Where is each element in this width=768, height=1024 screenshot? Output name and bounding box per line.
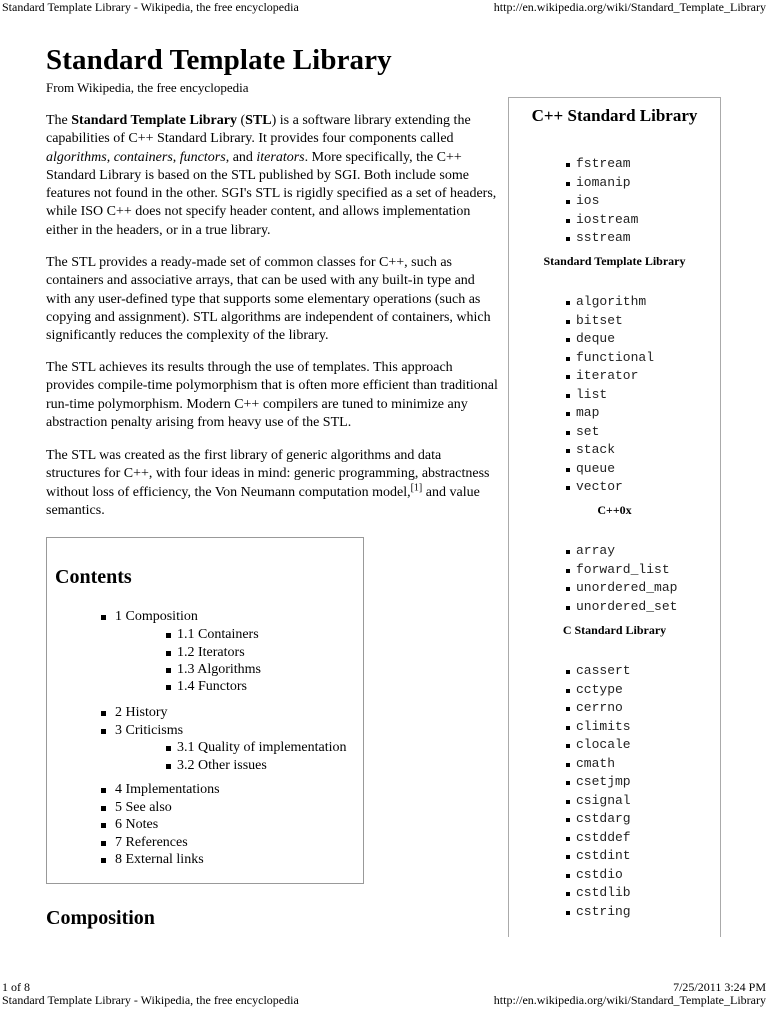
- toc-title: Contents: [55, 566, 132, 588]
- sidebar-link[interactable]: vector: [576, 479, 623, 494]
- sidebar-link[interactable]: csetjmp: [576, 774, 631, 789]
- toc-item[interactable]: 1 Composition: [115, 609, 198, 624]
- sidebar-link[interactable]: map: [576, 405, 600, 420]
- bullet-icon: [101, 806, 106, 811]
- bullet-icon: [566, 569, 570, 573]
- bullet-icon: [101, 788, 106, 793]
- sidebar-link[interactable]: clocale: [576, 737, 631, 752]
- bullet-icon: [566, 375, 570, 379]
- bullet-icon: [566, 338, 570, 342]
- intro-paragraph: The Standard Template Library (STL) is a software library extending the capabilities of C++ Standard Library. It provides four components called algorithms, containers, functors, and iterators. More specifically, the C++ Standard Library is based on the STL published by SGI. Both include some features not found in the other. SGI's STL is rigidly specified as a set of headers, while ISO C++ does not specify header content, and allows implementation either in the headers, or in a true library.: [46, 113, 497, 238]
- page-subtitle: From Wikipedia, the free encyclopedia: [46, 80, 249, 95]
- bullet-icon: [566, 219, 570, 223]
- bullet-icon: [566, 587, 570, 591]
- bullet-icon: [166, 746, 171, 751]
- bullet-icon: [566, 689, 570, 693]
- sidebar-navbox: [508, 97, 721, 937]
- print-header-url: http://en.wikipedia.org/wiki/Standard_Template_Library: [493, 0, 766, 14]
- sidebar-link[interactable]: unordered_set: [576, 598, 678, 614]
- sidebar-link[interactable]: cerrno: [576, 700, 623, 715]
- sidebar-link[interactable]: bitset: [576, 312, 623, 328]
- bullet-icon: [566, 394, 570, 398]
- bullet-icon: [566, 163, 570, 167]
- sidebar-link[interactable]: cstdlib: [576, 885, 631, 900]
- bullet-icon: [566, 781, 570, 785]
- paragraph-3: The STL achieves its results through the use of templates. This approach provides compile-time polymorphism that is often more efficient than traditional run-time polymorphism. Modern C++ compilers are tuned to minimize any abstraction penalty arising from heavy use of the STL.: [46, 360, 498, 430]
- table-of-contents: [46, 537, 364, 884]
- bullet-icon: [166, 651, 171, 656]
- sidebar-link[interactable]: functional: [576, 349, 655, 365]
- sidebar-link[interactable]: cstring: [576, 903, 631, 919]
- paragraph-4: The STL was created as the first library of generic algorithms and data structures for C++, with four ideas in mind: generic programming, abstractness without loss of efficiency, the Von Neumann computation model,[1] and value semantics.: [46, 448, 490, 518]
- sidebar-link[interactable]: sstream: [576, 230, 631, 245]
- sidebar-link[interactable]: set: [576, 423, 600, 439]
- bullet-icon: [166, 764, 171, 769]
- sidebar-link[interactable]: cstdint: [576, 848, 631, 863]
- sidebar-link[interactable]: array: [576, 543, 616, 558]
- paragraph-2: The STL provides a ready-made set of common classes for C++, such as containers and associative arrays, that can be used with any built-in type and with any user-defined type that supports some elementary operations (such as copying and assignment). STL algorithms are independent of containers, which significantly reduces the complexity of the library.: [46, 255, 491, 344]
- bullet-icon: [101, 711, 106, 716]
- toc-item[interactable]: 6 Notes: [115, 817, 159, 832]
- sidebar-link[interactable]: cassert: [576, 663, 631, 678]
- sidebar-link[interactable]: ios: [576, 193, 600, 208]
- bullet-icon: [566, 182, 570, 186]
- bullet-icon: [566, 670, 570, 674]
- bullet-icon: [566, 550, 570, 554]
- print-footer-url: http://en.wikipedia.org/wiki/Standard_Template_Library: [493, 993, 766, 1007]
- bullet-icon: [566, 468, 570, 472]
- sidebar-link[interactable]: list: [576, 386, 608, 402]
- toc-item[interactable]: 2 History: [115, 705, 168, 720]
- sidebar-link[interactable]: queue: [576, 460, 616, 476]
- bullet-icon: [566, 200, 570, 204]
- bullet-icon: [166, 685, 171, 690]
- bullet-icon: [166, 668, 171, 673]
- print-datetime: 7/25/2011 3:24 PM: [673, 980, 766, 994]
- sidebar-link[interactable]: forward_list: [576, 561, 670, 577]
- bullet-icon: [566, 606, 570, 610]
- bullet-icon: [101, 729, 106, 734]
- bullet-icon: [566, 237, 570, 241]
- sidebar-link[interactable]: cstdio: [576, 866, 623, 882]
- bullet-icon: [566, 320, 570, 324]
- bullet-icon: [101, 841, 106, 846]
- bullet-icon: [101, 858, 106, 863]
- sidebar-link[interactable]: unordered_map: [576, 580, 678, 595]
- bullet-icon: [566, 449, 570, 453]
- bullet-icon: [566, 837, 570, 841]
- toc-item[interactable]: 1.3 Algorithms: [177, 662, 262, 677]
- sidebar-group-heading[interactable]: C++0x: [597, 503, 632, 517]
- sidebar-group-heading[interactable]: Standard Template Library: [543, 254, 686, 268]
- sidebar-link[interactable]: iomanip: [576, 174, 631, 190]
- bullet-icon: [166, 633, 171, 638]
- bullet-icon: [566, 431, 570, 435]
- toc-item[interactable]: 3.2 Other issues: [177, 758, 267, 773]
- bullet-icon: [566, 818, 570, 822]
- toc-item[interactable]: 3 Criticisms: [115, 723, 184, 738]
- sidebar-link[interactable]: iterator: [576, 368, 639, 383]
- bullet-icon: [566, 726, 570, 730]
- toc-item[interactable]: 1.1 Containers: [177, 627, 259, 642]
- sidebar-link[interactable]: climits: [576, 718, 631, 734]
- toc-item[interactable]: 1.4 Functors: [177, 679, 247, 694]
- section-heading: Composition: [46, 907, 155, 929]
- toc-item[interactable]: 4 Implementations: [115, 782, 220, 797]
- sidebar-link[interactable]: algorithm: [576, 294, 647, 309]
- page-number: 1 of 8: [2, 980, 30, 994]
- toc-item[interactable]: 5 See also: [115, 800, 172, 815]
- bullet-icon: [566, 357, 570, 361]
- bullet-icon: [566, 412, 570, 416]
- toc-item[interactable]: 8 External links: [115, 852, 204, 867]
- sidebar-link[interactable]: cctype: [576, 681, 623, 697]
- bullet-icon: [566, 301, 570, 305]
- bullet-icon: [566, 874, 570, 878]
- sidebar-link[interactable]: deque: [576, 331, 616, 346]
- bullet-icon: [566, 911, 570, 915]
- sidebar-group-heading[interactable]: C Standard Library: [562, 623, 667, 637]
- sidebar-title[interactable]: C++ Standard Library: [531, 106, 698, 125]
- sidebar-link[interactable]: fstream: [576, 156, 631, 171]
- sidebar-link[interactable]: cmath: [576, 755, 616, 771]
- bullet-icon: [101, 615, 106, 620]
- bullet-icon: [566, 707, 570, 711]
- sidebar-link[interactable]: cstdarg: [576, 811, 631, 826]
- sidebar-link[interactable]: csignal: [576, 792, 631, 808]
- toc-item[interactable]: 7 References: [115, 835, 188, 850]
- toc-item[interactable]: 3.1 Quality of implementation: [177, 740, 347, 755]
- bullet-icon: [566, 892, 570, 896]
- bullet-icon: [101, 823, 106, 828]
- bullet-icon: [566, 800, 570, 804]
- print-footer-title: Standard Template Library - Wikipedia, the free encyclopedia: [2, 993, 299, 1007]
- toc-item[interactable]: 1.2 Iterators: [177, 645, 245, 660]
- page-title: Standard Template Library: [46, 44, 392, 76]
- bullet-icon: [566, 744, 570, 748]
- sidebar-link[interactable]: stack: [576, 442, 616, 457]
- bullet-icon: [566, 486, 570, 490]
- print-header-title: Standard Template Library - Wikipedia, the free encyclopedia: [2, 0, 299, 14]
- reference-link[interactable]: [1]: [410, 481, 423, 493]
- bullet-icon: [566, 763, 570, 767]
- bullet-icon: [566, 855, 570, 859]
- sidebar-link[interactable]: cstddef: [576, 829, 631, 845]
- sidebar-link[interactable]: iostream: [576, 211, 639, 227]
